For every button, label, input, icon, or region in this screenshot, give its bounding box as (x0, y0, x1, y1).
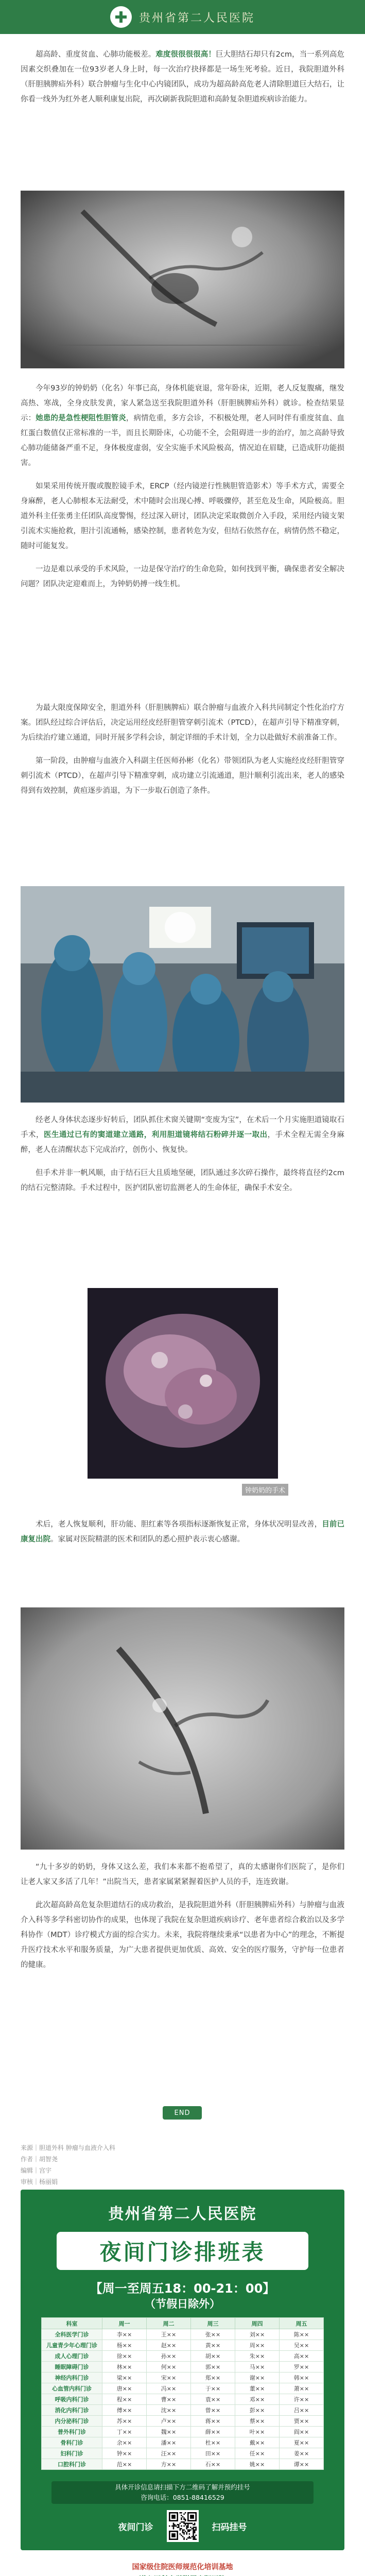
schedule-doctor-cell: 方×× (147, 2459, 191, 2470)
poster-hospital-name: 贵州省第二人民医院 (108, 2205, 257, 2223)
paragraph-2: 今年93岁的钟奶奶（化名）年事已高，身体机能衰退，常年卧床，近期，老人反复腹痛，继发高热、寒战，全身皮肤发黄，家人紧急送至我院胆道外科（肝胆胰脾疝外科）就诊。检查结果显示：她患的是急性梗阻性胆管炎，病情危重，多方会诊，不积极处理，老人同时伴有重度贫血、血红蛋白数值仅正常标准的一半，而且长期卧床，心功能不全，会阻碍进一步的治疗，加之高龄导致心肺功能储备严重不足，身体极度虚弱，安全实施手术风险极高，情况迫在眉睫，已造成肝功能损害。 (21, 384, 345, 467)
stone-specimen-photo (21, 1262, 344, 1504)
schedule-doctor-cell: 苏×× (102, 2416, 147, 2427)
schedule-doctor-cell: 黄×× (191, 2340, 235, 2351)
schedule-doctor-cell: 魏×× (147, 2427, 191, 2437)
article-intro (21, 47, 344, 115)
schedule-row (42, 2394, 324, 2405)
paragraph-8: 但手术并非一帆风顺，由于结石巨大且质地坚硬，团队通过多次碎石操作，最终将直径约2cm的结石完整清除。手术过程中，医护团队密切监测老人的生命体征，确保手术安全。 (21, 1169, 344, 1192)
header-fri: 周五 (280, 2318, 324, 2329)
xray-image-2 (21, 1607, 344, 1850)
article-body-2 (21, 701, 344, 807)
hospital-logo-icon (110, 6, 132, 28)
schedule-row (42, 2459, 324, 2470)
meta-source: 来源｜胆道外科 肿瘤与血液介入科 (21, 2144, 115, 2151)
schedule-doctor-cell: 石×× (191, 2459, 235, 2470)
poster-note: 具体开诊信息请扫描下方二维码了解并预约挂号 咨询电话：0851-88416529 (51, 2481, 314, 2504)
qr-right-label: 扫码挂号 (212, 2522, 247, 2533)
poster-qr-row (21, 2508, 344, 2544)
schedule-row (42, 2437, 324, 2448)
schedule-doctor-cell: 姜×× (280, 2448, 324, 2459)
schedule-doctor-cell: 朱×× (235, 2351, 280, 2362)
schedule-dept-cell: 儿童青少年心理门诊 (42, 2340, 102, 2351)
schedule-doctor-cell: 蔡×× (235, 2416, 280, 2427)
schedule-doctor-cell: 沈×× (147, 2405, 191, 2416)
schedule-doctor-cell: 许×× (280, 2394, 324, 2405)
schedule-doctor-cell: 曾×× (191, 2405, 235, 2416)
highlight-text: 医生通过已有的窦道建立通路，利用胆道镜将结石粉碎并逐一取出 (43, 1131, 268, 1139)
header-tue: 周二 (147, 2318, 191, 2329)
header-thu: 周四 (235, 2318, 280, 2329)
schedule-header-row (42, 2318, 324, 2329)
night-clinic-poster (21, 2190, 344, 2550)
schedule-doctor-cell: 郭×× (191, 2362, 235, 2372)
schedule-doctor-cell: 萧×× (280, 2383, 324, 2394)
schedule-doctor-cell: 叶×× (235, 2427, 280, 2437)
meta-reviewer: 审核｜杨丽娟 (21, 2178, 58, 2185)
header-wed: 周三 (191, 2318, 235, 2329)
schedule-row (42, 2372, 324, 2383)
paragraph-1: 超高龄、重度贫血、心肺功能极差。难度很很很很高！巨大胆结石却只有2cm，当一系列高危因素交织叠加在一位93岁老人身上时，每一次治疗抉择都是一场生死考验。近日，我院胆道外科（肝胆胰脾疝外科）联合肿瘤与生化中心内镜团队，成功为超高龄高危老人清除胆道巨大结石，让你看一线外为红外老人顺利康复出院，再次刷新我院胆道和高龄复杂胆道疾病诊治能力。 (21, 50, 345, 104)
schedule-doctor-cell: 傅×× (102, 2405, 147, 2416)
schedule-dept-cell: 神经内科门诊 (42, 2372, 102, 2383)
header-dept: 科室 (42, 2318, 102, 2329)
schedule-doctor-cell: 范×× (102, 2459, 147, 2470)
schedule-doctor-cell: 宋×× (147, 2372, 191, 2383)
schedule-doctor-cell: 林×× (102, 2362, 147, 2372)
schedule-doctor-cell: 唐×× (102, 2383, 147, 2394)
poster-time: 【周一至周五18：00-21：00】 (90, 2281, 275, 2296)
article-body-5 (21, 1860, 344, 1981)
schedule-dept-cell: 心血管内科门诊 (42, 2383, 102, 2394)
schedule-doctor-cell: 赵×× (147, 2340, 191, 2351)
schedule-doctor-cell: 任×× (235, 2448, 280, 2459)
qr-code-icon[interactable] (167, 2510, 199, 2542)
schedule-doctor-cell: 钟×× (102, 2448, 147, 2459)
schedule-doctor-cell: 郑×× (191, 2372, 235, 2383)
schedule-doctor-cell: 杨×× (102, 2340, 147, 2351)
schedule-dept-cell: 睡眠障碍门诊 (42, 2362, 102, 2372)
hospital-banner (0, 0, 365, 34)
xray-image-1 (21, 191, 344, 368)
article-body-3 (21, 1113, 344, 1204)
banner-title: 贵州省第二人民医院 (138, 11, 255, 25)
schedule-row (42, 2427, 324, 2437)
schedule-doctor-cell: 李×× (102, 2329, 147, 2340)
schedule-doctor-cell: 姚×× (235, 2459, 280, 2470)
schedule-doctor-cell: 于×× (191, 2383, 235, 2394)
paragraph-9: 术后，老人恢复顺利，肝功能、胆红素等各项指标逐渐恢复正常，身体状况明显改善，目前已康复出院。家属对医院精湛的医术和团队的悉心照护表示衷心感谢。 (21, 1520, 345, 1544)
recruit-banner: 国家级住院医师规范化培训基地 (132, 2563, 233, 2571)
end-label: END (163, 2106, 202, 2120)
schedule-doctor-cell: 陈×× (280, 2329, 324, 2340)
schedule-doctor-cell: 董×× (235, 2383, 280, 2394)
schedule-row (42, 2416, 324, 2427)
schedule-doctor-cell: 罗×× (280, 2362, 324, 2372)
schedule-body (42, 2329, 324, 2470)
schedule-row (42, 2340, 324, 2351)
schedule-doctor-cell: 谢×× (235, 2372, 280, 2383)
paragraph-6: 第一阶段，由肿瘤与血液介入科副主任医师孙彬（化名）带领团队为老人实施经皮经肝胆管穿刺引流术（PTCD），在超声引导下精准穿刺，成功建立引流通道，胆汁顺利引流出来，老人的感染得到有效控制，黄疸逐步消退，为下一步取石创造了条件。 (21, 757, 344, 795)
schedule-doctor-cell: 谭×× (280, 2459, 324, 2470)
schedule-doctor-cell: 余×× (102, 2437, 147, 2448)
highlight-text: 难度很很很很高！ (155, 50, 216, 59)
meta-editor: 编辑｜宫宇 (21, 2167, 52, 2174)
schedule-doctor-cell: 杜×× (191, 2437, 235, 2448)
schedule-row (42, 2405, 324, 2416)
schedule-doctor-cell: 张×× (191, 2329, 235, 2340)
schedule-doctor-cell: 丁×× (102, 2427, 147, 2437)
article-meta (21, 2142, 344, 2188)
schedule-doctor-cell: 阎×× (280, 2427, 324, 2437)
schedule-doctor-cell: 胡×× (191, 2351, 235, 2362)
poster-holiday-note: （节假日除外） (145, 2298, 220, 2310)
schedule-doctor-cell: 何×× (147, 2362, 191, 2372)
schedule-dept-cell: 全科医学门诊 (42, 2329, 102, 2340)
schedule-doctor-cell: 彭×× (235, 2405, 280, 2416)
schedule-doctor-cell: 高×× (280, 2351, 324, 2362)
paragraph-3: 如果采用传统开腹或腹腔镜手术，ERCP（经内镜逆行性胰胆管造影术）等手术方式，需要全身麻醉，老人心肺根本无法耐受，术中随时会出现心搏、呼吸骤停，甚至危及生命，风险极高。胆道外科主任张勇主任团队高度警惕，经过深入研讨，团队决定采取微创介入手段，采用经内镜支架引流术实施抢救，胆汁引流通畅，感染控制，患者转危为安，但结石依然存在，病情仍然不稳定，随时可能复发。 (21, 482, 344, 550)
schedule-doctor-cell: 周×× (235, 2340, 280, 2351)
highlight-text: 目前已康复出院 (21, 1520, 345, 1544)
schedule-doctor-cell: 冯×× (147, 2383, 191, 2394)
schedule-row (42, 2329, 324, 2340)
schedule-doctor-cell: 卢×× (147, 2416, 191, 2427)
schedule-dept-cell: 呼吸内科门诊 (42, 2394, 102, 2405)
schedule-dept-cell: 内分泌科门诊 (42, 2416, 102, 2427)
schedule-doctor-cell: 孙×× (147, 2351, 191, 2362)
schedule-doctor-cell: 王×× (147, 2329, 191, 2340)
paragraph-11: 此次超高龄高危复杂胆道结石的成功救治，是我院胆道外科（肝胆胰脾疝外科）与肿瘤与血液介入科等多学科密切协作的成果，也体现了我院在复杂胆道疾病诊疗、老年患者综合救治以及多学科协作（MDT）诊疗模式方面的综合实力。未来，我院将继续秉承“以患者为中心”的理念，不断提升医疗技术水平和服务质量，为广大患者提供更加优质、高效、安全的医疗服务，守护每一位患者的健康。 (21, 1901, 344, 1969)
schedule-doctor-cell: 蒋×× (191, 2416, 235, 2427)
schedule-row (42, 2362, 324, 2372)
schedule-doctor-cell: 徐×× (102, 2351, 147, 2362)
meta-author: 作者｜胡智尧 (21, 2156, 58, 2163)
schedule-doctor-cell: 田×× (191, 2448, 235, 2459)
schedule-doctor-cell: 潘×× (147, 2437, 191, 2448)
schedule-dept-cell: 消化内科门诊 (42, 2405, 102, 2416)
article-body-1 (21, 381, 344, 600)
paragraph-7: 经老人身体状态逐步好转后，团队抓住术窗关键期“变废为宝”，在术后一个月实施胆道镜取石手术，医生通过已有的窦道建立通路，利用胆道镜将结石粉碎并逐一取出，手术全程无需全身麻醉，老人在清醒状态下完成治疗，创伤小、恢复快。 (21, 1116, 345, 1154)
article-body-4 (21, 1517, 344, 1555)
highlight-text: 她患的是急性梗阻性胆管炎 (36, 414, 126, 422)
schedule-doctor-cell: 邓×× (235, 2394, 280, 2405)
header-mon: 周一 (102, 2318, 147, 2329)
schedule-table (41, 2317, 324, 2470)
schedule-dept-cell: 口腔科门诊 (42, 2459, 102, 2470)
qr-left-label: 夜间门诊 (118, 2522, 153, 2533)
paragraph-4: 一边是难以承受的手术风险，一边是保守治疗的生命危险，如何找到平衡，确保患者安全解决问题？团队决定迎难而上，为钟奶奶搏一线生机。 (21, 565, 344, 588)
schedule-doctor-cell: 韩×× (280, 2372, 324, 2383)
schedule-doctor-cell: 薛×× (191, 2427, 235, 2437)
schedule-row (42, 2448, 324, 2459)
schedule-doctor-cell: 马×× (235, 2362, 280, 2372)
schedule-doctor-cell: 刘×× (235, 2329, 280, 2340)
paragraph-10: “九十多岁的奶奶，身体又这么差，我们本来都不抱希望了，真的太感谢你们医院了，是你们让老人家又多活了几年！”出院当天，患者家属紧紧握着医护人员的手，连连致谢。 (21, 1863, 344, 1886)
paragraph-5: 为最大限度保障安全，胆道外科（肝胆胰脾疝）联合肿瘤与血液介入科共同制定个性化治疗方案。团队经过综合评估后，决定运用经皮经肝胆管穿刺引流术（PTCD），在超声引导下精准穿刺，为后续治疗建立通道，同时开展多学科会诊，制定详细的手术计划，全力以赴做好术前准备工作。 (21, 704, 344, 742)
schedule-doctor-cell: 袁×× (191, 2394, 235, 2405)
schedule-dept-cell: 成人心理门诊 (42, 2351, 102, 2362)
schedule-row (42, 2351, 324, 2362)
schedule-doctor-cell: 程×× (102, 2394, 147, 2405)
schedule-doctor-cell: 汪×× (147, 2448, 191, 2459)
schedule-doctor-cell: 戴×× (235, 2437, 280, 2448)
poster-title: 夜间门诊排班表 (57, 2232, 308, 2270)
surgery-photo (21, 886, 344, 1103)
schedule-dept-cell: 妇科门诊 (42, 2448, 102, 2459)
schedule-row (42, 2383, 324, 2394)
schedule-doctor-cell: 吴×× (280, 2340, 324, 2351)
schedule-doctor-cell: 曹×× (147, 2394, 191, 2405)
schedule-doctor-cell: 贾×× (280, 2416, 324, 2427)
schedule-doctor-cell: 夏×× (280, 2437, 324, 2448)
schedule-doctor-cell: 吕×× (280, 2405, 324, 2416)
photo-caption: 钟奶奶的手术 (242, 1484, 288, 1496)
schedule-dept-cell: 普外科门诊 (42, 2427, 102, 2437)
schedule-doctor-cell: 梁×× (102, 2372, 147, 2383)
schedule-dept-cell: 骨科门诊 (42, 2437, 102, 2448)
